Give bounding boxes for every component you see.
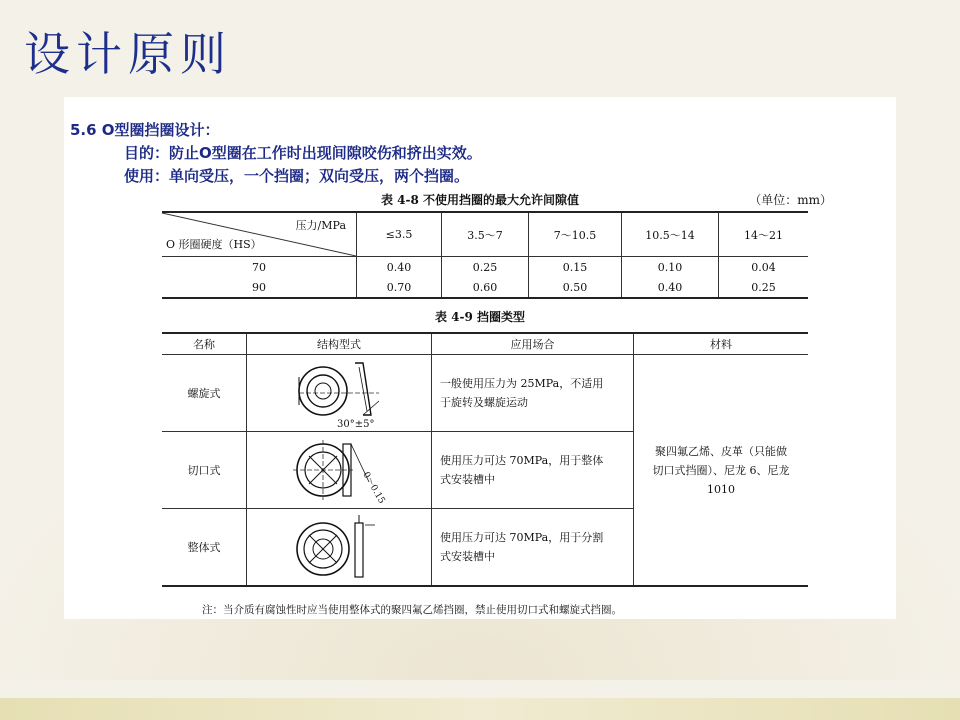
- spiral-figure-cell: [247, 355, 432, 432]
- retainer-table: [162, 332, 808, 587]
- material-line: 聚四氟乙烯、皮革（只能做: [655, 444, 787, 458]
- table48-unit: （单位：mm）: [749, 193, 832, 207]
- col-header-application: 应用场合: [432, 333, 634, 355]
- col-header-material: 材料: [634, 333, 809, 355]
- slide-title: 设计原则: [24, 27, 232, 81]
- gap-table-header: [162, 212, 808, 257]
- intro-heading: 5.6 O型圈挡圈设计：: [70, 121, 220, 139]
- solid-retainer-icon: [279, 511, 399, 583]
- gap-cell: 0.50: [529, 277, 622, 298]
- retainer-name: 切口式: [162, 432, 247, 509]
- pressure-header: 10.5～14: [622, 212, 719, 257]
- table-row: [162, 277, 808, 298]
- application-line: 式安装槽中: [440, 473, 495, 486]
- application-line: 使用压力可达 70MPa，用于整体: [440, 454, 604, 467]
- table-row: [162, 257, 808, 278]
- application-line: 于旋转及螺旋运动: [440, 396, 528, 409]
- intro-usage: 使用：单向受压，一个挡圈；双向受压，两个挡圈。: [124, 167, 470, 185]
- gap-cell: 0.25: [719, 277, 809, 298]
- gap-cell: 0.40: [622, 277, 719, 298]
- retainer-table-header: [162, 333, 808, 355]
- pressure-header: ≤3.5: [357, 212, 442, 257]
- gap-table-corner: [162, 212, 357, 257]
- gap-cell: 0.60: [442, 277, 529, 298]
- table49-caption: 表 4-9 挡圈类型: [434, 310, 526, 324]
- col-header-name: 名称: [162, 333, 247, 355]
- hardness-cell: 90: [252, 280, 266, 294]
- gap-table: [162, 211, 808, 299]
- table48-caption: 表 4-8 不使用挡圈的最大允许间隙值: [380, 193, 580, 207]
- spiral-angle-label: 30°±5°: [337, 419, 375, 429]
- solid-figure-cell: [247, 509, 432, 587]
- material-cell: [634, 355, 809, 587]
- retainer-name: 整体式: [162, 509, 247, 587]
- gap-cell: 0.40: [357, 257, 442, 278]
- application-cell: [432, 355, 634, 432]
- application-line: 使用压力可达 70MPa，用于分割: [440, 531, 604, 544]
- retainer-name: 螺旋式: [162, 355, 247, 432]
- gap-cell: 0.15: [529, 257, 622, 278]
- cut-figure-cell: [247, 432, 432, 509]
- pressure-header: 3.5～7: [442, 212, 529, 257]
- corner-hardness-label: O 形圈硬度（HS）: [166, 238, 262, 251]
- application-cell: [432, 509, 634, 587]
- spiral-retainer-icon: [279, 357, 399, 429]
- col-header-structure: 结构型式: [247, 333, 432, 355]
- application-line: 式安装槽中: [440, 550, 495, 563]
- table-row: [162, 355, 808, 432]
- gap-cell: 0.25: [442, 257, 529, 278]
- application-cell: [432, 432, 634, 509]
- intro-text: [70, 119, 482, 188]
- content-image: [64, 97, 896, 619]
- intro-purpose: 目的：防止O型圈在工作时出现间隙咬伤和挤出实效。: [124, 144, 482, 162]
- pressure-header: 7～10.5: [529, 212, 622, 257]
- material-line: 切口式挡圈）、尼龙 6、尼龙 1010: [652, 463, 790, 496]
- cut-gap-label: 0～0.15: [360, 470, 387, 506]
- table-note: 注：当介质有腐蚀性时应当使用整体式的聚四氟乙烯挡圈，禁止使用切口式和螺旋式挡圈。: [202, 604, 622, 616]
- gap-cell: 0.10: [622, 257, 719, 278]
- cut-retainer-icon: [279, 434, 399, 506]
- application-line: 一般使用压力为 25MPa，不适用: [440, 377, 604, 390]
- pressure-header: 14～21: [719, 212, 809, 257]
- gap-cell: 0.04: [719, 257, 809, 278]
- gap-cell: 0.70: [357, 277, 442, 298]
- footer-band: [0, 698, 960, 720]
- hardness-cell: 70: [252, 260, 266, 274]
- corner-pressure-label: 压力/MPa: [295, 219, 346, 232]
